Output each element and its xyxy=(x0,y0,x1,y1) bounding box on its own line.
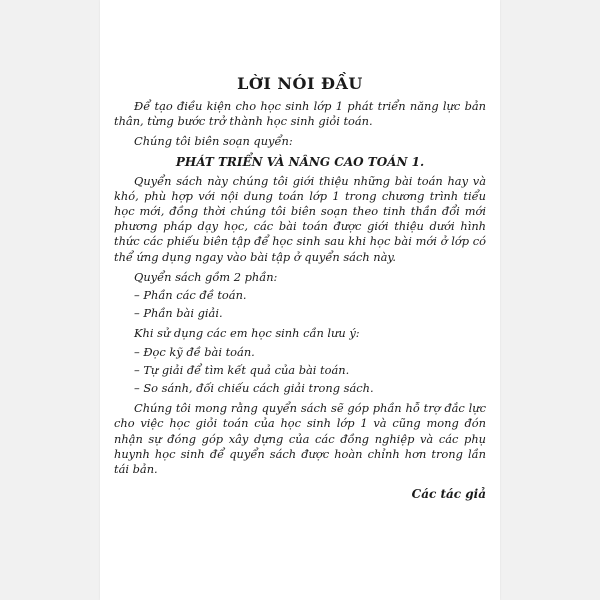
description-paragraph: Quyển sách này chúng tôi giới thiệu những bài toán hay và khó, phù hợp với nội dung toán lớp 1 trong chương trình tiểu học mới, đồng thời chúng tôi biên soạn theo tinh thần đổi mới phương pháp dạy học, các bài toán được giới thiệu dưới hình thức các phiếu biên tập để học sinh sau khi học bài mới ở lớp có thể ứng dụng ngay vào bài tập ở quyển sách này. xyxy=(114,173,486,264)
structure-paragraph: Quyển sách gồm 2 phần: xyxy=(134,269,278,284)
book-title: PHÁT TRIỂN VÀ NÂNG CAO TOÁN 1. xyxy=(175,154,425,169)
list-item: – Phần các đề toán. xyxy=(134,288,247,303)
signature: Các tác giả xyxy=(411,487,486,502)
page-content xyxy=(114,74,486,501)
document-page xyxy=(100,0,500,600)
closing-paragraph: Chúng tôi mong rằng quyển sách sẽ góp phần hỗ trợ đắc lực cho việc học giỏi toán của học sinh lớp 1 và cũng mong đón nhận sự đóng góp xây dựng của các đồng nghiệp và các phụ huynh học sinh để quyển sách được hoàn chỉnh hơn trong lần tái bản. xyxy=(114,401,486,477)
list-item: – Đọc kỹ đề bài toán. xyxy=(134,344,255,359)
compile-paragraph: Chúng tôi biên soạn quyển: xyxy=(134,134,293,149)
intro-paragraph: Để tạo điều kiện cho học sinh lớp 1 phát triển năng lực bản thân, từng bước trở thành học sinh giỏi toán. xyxy=(114,99,486,129)
list-item: – So sánh, đối chiếu cách giải trong sách. xyxy=(134,381,374,396)
list-item: – Phần bài giải. xyxy=(134,306,223,321)
usage-paragraph: Khi sử dụng các em học sinh cần lưu ý: xyxy=(134,326,360,341)
page-title: LỜI NÓI ĐẦU xyxy=(237,74,363,93)
list-item: – Tự giải để tìm kết quả của bài toán. xyxy=(134,362,350,377)
